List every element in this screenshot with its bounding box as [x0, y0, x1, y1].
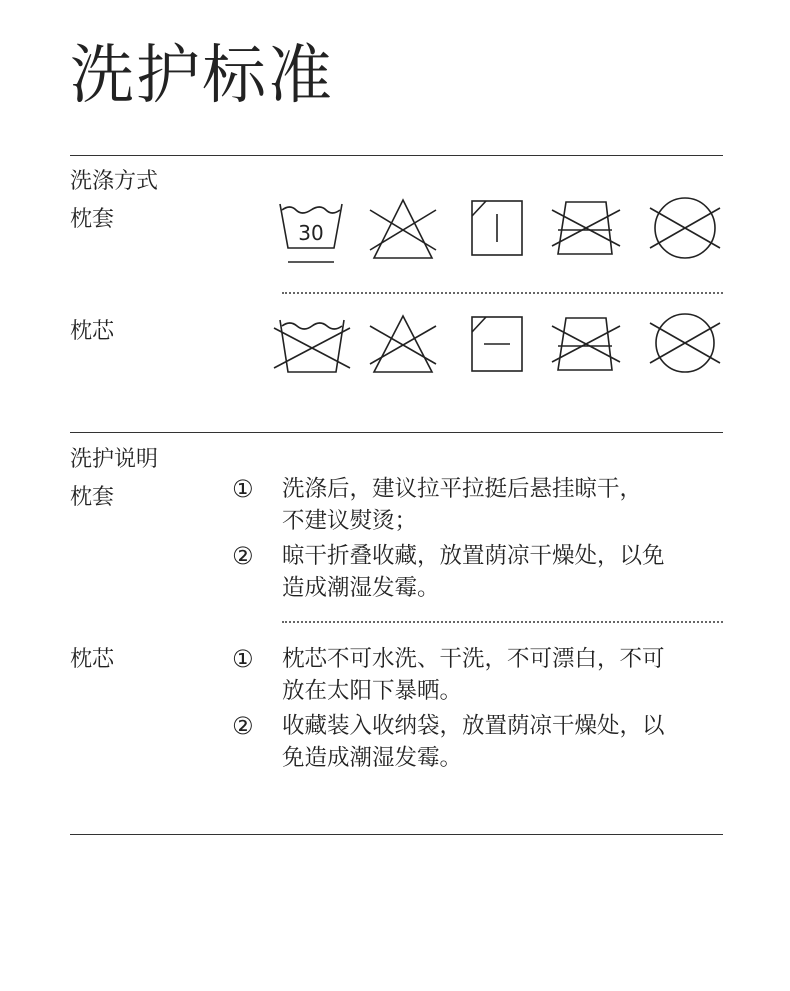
note-line: 洗涤后，建议拉平拉挺后悬挂晾干， [282, 476, 643, 502]
note-number: ② [232, 542, 254, 570]
note-line: 放在太阳下暴晒。 [282, 678, 463, 704]
dry-flat-icon [470, 312, 524, 374]
page-title: 洗护标准 [70, 39, 334, 113]
no-iron-icon [550, 312, 622, 374]
note-line: 免造成潮湿发霉。 [282, 745, 463, 771]
pillow-core-label: 枕芯 [70, 319, 115, 344]
top-divider [70, 155, 723, 156]
bottom-divider [70, 834, 723, 835]
note-text [282, 710, 712, 774]
care-pillow-core-label: 枕芯 [70, 647, 115, 672]
washing-dotted-separator [282, 292, 723, 294]
wash-30-gentle-icon [278, 196, 344, 268]
no-bleach-icon [368, 312, 438, 374]
care-pillowcase-label: 枕套 [70, 485, 115, 510]
no-dry-clean-icon [648, 196, 722, 260]
wash-temperature: 30 [298, 221, 324, 245]
no-iron-icon [550, 196, 622, 260]
pillow-core-care-icons [272, 312, 732, 382]
no-dry-clean-icon [648, 312, 722, 374]
no-wash-icon [272, 312, 352, 376]
note-text [282, 540, 712, 604]
note-line: 晾干折叠收藏，放置荫凉干燥处，以免 [282, 543, 665, 569]
drip-dry-icon [470, 196, 524, 258]
note-number: ① [232, 645, 254, 673]
note-line: 收藏装入收纳袋，放置荫凉干燥处，以 [282, 713, 665, 739]
note-text [282, 473, 712, 537]
care-dotted-separator [282, 621, 723, 623]
note-line: 不建议熨烫； [282, 508, 418, 534]
note-number: ② [232, 712, 254, 740]
note-line: 枕芯不可水洗、干洗，不可漂白，不可 [282, 646, 665, 672]
note-number: ① [232, 475, 254, 503]
care-instructions-heading: 洗护说明 [70, 447, 159, 472]
middle-divider [70, 432, 723, 433]
pillowcase-label: 枕套 [70, 207, 115, 232]
note-line: 造成潮湿发霉。 [282, 575, 440, 601]
note-text [282, 643, 712, 707]
pillowcase-care-icons [272, 196, 732, 266]
no-bleach-icon [368, 196, 438, 262]
washing-method-heading: 洗涤方式 [70, 169, 159, 194]
